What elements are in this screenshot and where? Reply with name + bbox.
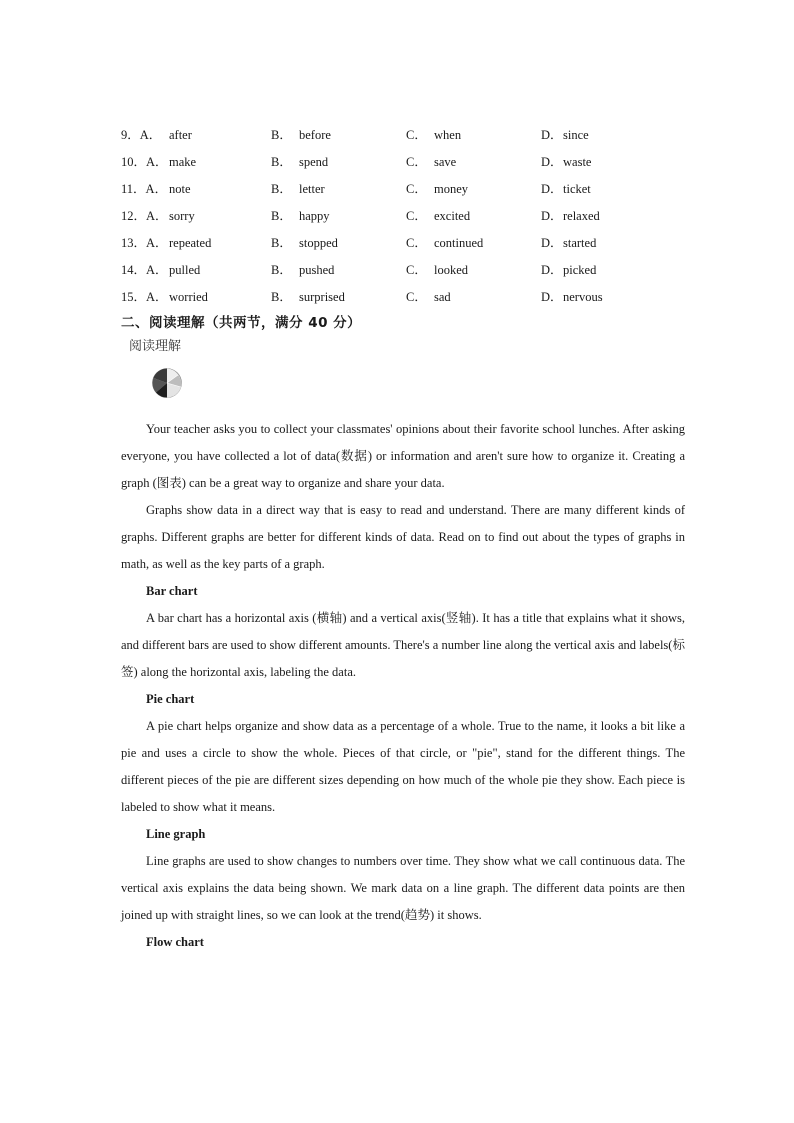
option-c: when — [434, 128, 462, 142]
pie-chart-icon — [151, 367, 183, 399]
option-d-label: D． — [541, 263, 563, 277]
option-c-label: C． — [406, 236, 427, 250]
choice-row — [121, 153, 681, 180]
option-d-label: D． — [541, 155, 563, 169]
question-number: 14．A． — [121, 263, 168, 277]
option-c-label: C． — [406, 263, 427, 277]
section-title: 二、阅读理解（共两节，满分 40 分） — [121, 315, 362, 331]
passage-paragraph: A pie chart helps organize and show data as a percentage of a whole. True to the name, it looks a bit like a pie and uses a circle to show the whole. Pieces of that circle, or "pie", stand for the different things. The different pieces of the pie are different sizes depending on how much of the whole pie they show. Each piece is labeled to show what it means. — [121, 719, 685, 814]
option-b-label: B． — [271, 155, 292, 169]
option-d: started — [563, 236, 597, 250]
question-number: 15．A． — [121, 290, 168, 304]
option-d-label: D． — [541, 209, 563, 223]
option-b-label: B． — [271, 290, 292, 304]
option-a: repeated — [169, 236, 212, 250]
option-b: pushed — [299, 263, 335, 277]
option-b-label: B． — [271, 209, 292, 223]
option-c: money — [434, 182, 469, 196]
heading-pie-chart: Pie chart — [146, 692, 195, 706]
option-a: after — [169, 128, 192, 142]
option-d: nervous — [563, 290, 603, 304]
heading-flow-chart: Flow chart — [146, 935, 204, 949]
option-d: waste — [563, 155, 592, 169]
option-c: looked — [434, 263, 469, 277]
question-number: 12．A． — [121, 209, 168, 223]
section-subtitle: 阅读理解 — [129, 339, 182, 354]
option-d: relaxed — [563, 209, 600, 223]
option-a: make — [169, 155, 197, 169]
option-c: excited — [434, 209, 471, 223]
option-b-label: B． — [271, 128, 292, 142]
option-b: before — [299, 128, 331, 142]
option-c: sad — [434, 290, 451, 304]
passage-paragraph: Graphs show data in a direct way that is easy to read and understand. There are many different kinds of graphs. Different graphs are better for different kinds of data. Read on to find out about the types of graphs in math, as well as the key parts of a graph. — [121, 503, 685, 571]
option-b-label: B． — [271, 263, 292, 277]
option-b: stopped — [299, 236, 338, 250]
option-a: sorry — [169, 209, 195, 223]
choice-row — [121, 180, 681, 207]
option-d: picked — [563, 263, 597, 277]
option-d-label: D． — [541, 182, 563, 196]
option-b-label: B． — [271, 236, 292, 250]
heading-bar-chart: Bar chart — [146, 584, 198, 598]
option-c-label: C． — [406, 155, 427, 169]
option-d-label: D． — [541, 290, 563, 304]
option-b: happy — [299, 209, 330, 223]
choice-row — [121, 234, 681, 261]
option-c-label: C． — [406, 290, 427, 304]
option-c: continued — [434, 236, 484, 250]
option-b: letter — [299, 182, 325, 196]
option-c-label: C． — [406, 128, 427, 142]
choice-row — [121, 126, 681, 153]
option-b: surprised — [299, 290, 345, 304]
option-d: ticket — [563, 182, 591, 196]
option-c-label: C． — [406, 182, 427, 196]
option-d-label: D． — [541, 128, 563, 142]
choice-table — [121, 126, 681, 315]
option-d: since — [563, 128, 589, 142]
option-d-label: D． — [541, 236, 563, 250]
option-a: pulled — [169, 263, 201, 277]
choice-row — [121, 207, 681, 234]
question-number: 11．A． — [121, 182, 168, 196]
option-c: save — [434, 155, 457, 169]
choice-row — [121, 261, 681, 288]
option-a: note — [169, 182, 191, 196]
passage-paragraph: A bar chart has a horizontal axis (横轴) and a vertical axis(竖轴). It has a title that explains what it shows, and different bars are used to show different amounts. There's a number line along the vertical axis and labels(标签) along the horizontal axis, labeling the data. — [121, 611, 685, 679]
question-number: 9．A． — [121, 128, 162, 142]
passage-paragraph: Line graphs are used to show changes to numbers over time. They show what we call continuous data. The vertical axis explains the data being shown. We mark data on a line graph. The different data points are then joined up with straight lines, so we can look at the trend(趋势) it shows. — [121, 854, 685, 922]
question-number: 13．A． — [121, 236, 168, 250]
reading-passage — [121, 416, 685, 956]
option-a: worried — [169, 290, 208, 304]
question-number: 10．A． — [121, 155, 168, 169]
option-b-label: B． — [271, 182, 292, 196]
passage-paragraph: Your teacher asks you to collect your classmates' opinions about their favorite school lunches. After asking everyone, you have collected a lot of data(数据) or information and aren't sure how to organize it. Creating a graph (图表) can be a great way to organize and share your data. — [121, 422, 685, 490]
option-b: spend — [299, 155, 329, 169]
heading-line-graph: Line graph — [146, 827, 206, 841]
option-c-label: C． — [406, 209, 427, 223]
